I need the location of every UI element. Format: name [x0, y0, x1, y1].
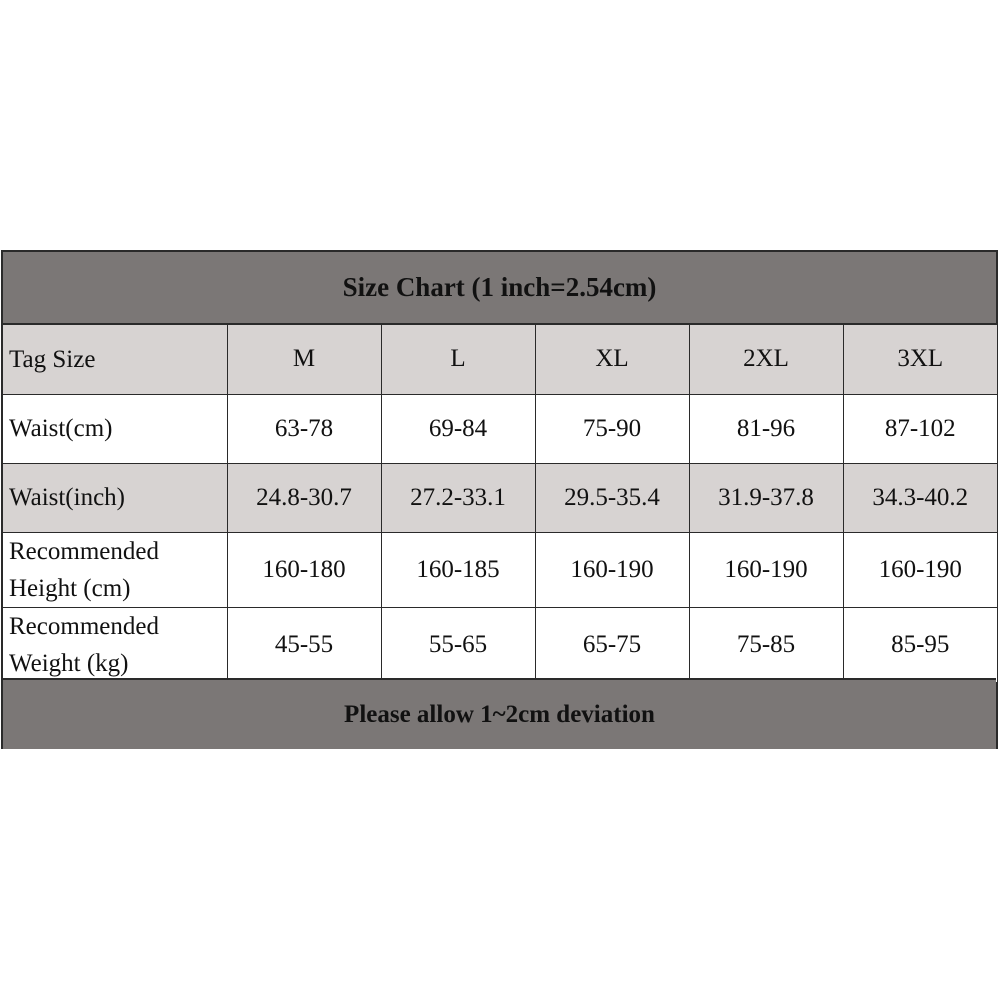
size-chart-title: Size Chart (1 inch=2.54cm): [3, 252, 996, 325]
header-size-l: L: [381, 325, 535, 394]
table-cell: 45-55: [227, 607, 381, 682]
table-cell: 85-95: [843, 607, 997, 682]
table-cell: 29.5-35.4: [535, 463, 689, 532]
table-cell: 24.8-30.7: [227, 463, 381, 532]
table-header-row: [3, 325, 997, 394]
header-label: Tag Size: [3, 325, 227, 394]
table-row-height: [3, 532, 997, 607]
table-cell: 75-85: [689, 607, 843, 682]
table-cell: 55-65: [381, 607, 535, 682]
table-cell: 65-75: [535, 607, 689, 682]
table-cell: 34.3-40.2: [843, 463, 997, 532]
table-cell: 75-90: [535, 394, 689, 463]
table-cell: 160-190: [689, 532, 843, 607]
table-cell: 87-102: [843, 394, 997, 463]
deviation-note: Please allow 1~2cm deviation: [3, 678, 996, 749]
table-row-weight: [3, 607, 997, 682]
row-label-line2: Weight (kg): [9, 649, 129, 677]
table-cell: 69-84: [381, 394, 535, 463]
table-cell: 81-96: [689, 394, 843, 463]
table-cell: 63-78: [227, 394, 381, 463]
header-size-m: M: [227, 325, 381, 394]
header-size-2xl: 2XL: [689, 325, 843, 394]
row-label: [3, 394, 227, 463]
table-cell: 160-190: [535, 532, 689, 607]
row-label: [3, 532, 227, 607]
table-cell: 27.2-33.1: [381, 463, 535, 532]
table-row-waist-inch: [3, 463, 997, 532]
row-label-line1: Recommended: [9, 537, 159, 565]
row-label-line1: Waist(cm): [9, 415, 113, 442]
row-label-line1: Recommended: [9, 612, 159, 640]
header-size-3xl: 3XL: [843, 325, 997, 394]
table-cell: 160-180: [227, 532, 381, 607]
row-label: [3, 463, 227, 532]
size-table: [3, 325, 997, 683]
row-label-line2: Height (cm): [9, 574, 131, 602]
table-row-waist-cm: [3, 394, 997, 463]
table-cell: 160-185: [381, 532, 535, 607]
table-cell: 160-190: [843, 532, 997, 607]
row-label: [3, 607, 227, 682]
row-label-line1: Waist(inch): [9, 484, 126, 511]
header-size-xl: XL: [535, 325, 689, 394]
size-chart: [1, 250, 998, 749]
table-cell: 31.9-37.8: [689, 463, 843, 532]
